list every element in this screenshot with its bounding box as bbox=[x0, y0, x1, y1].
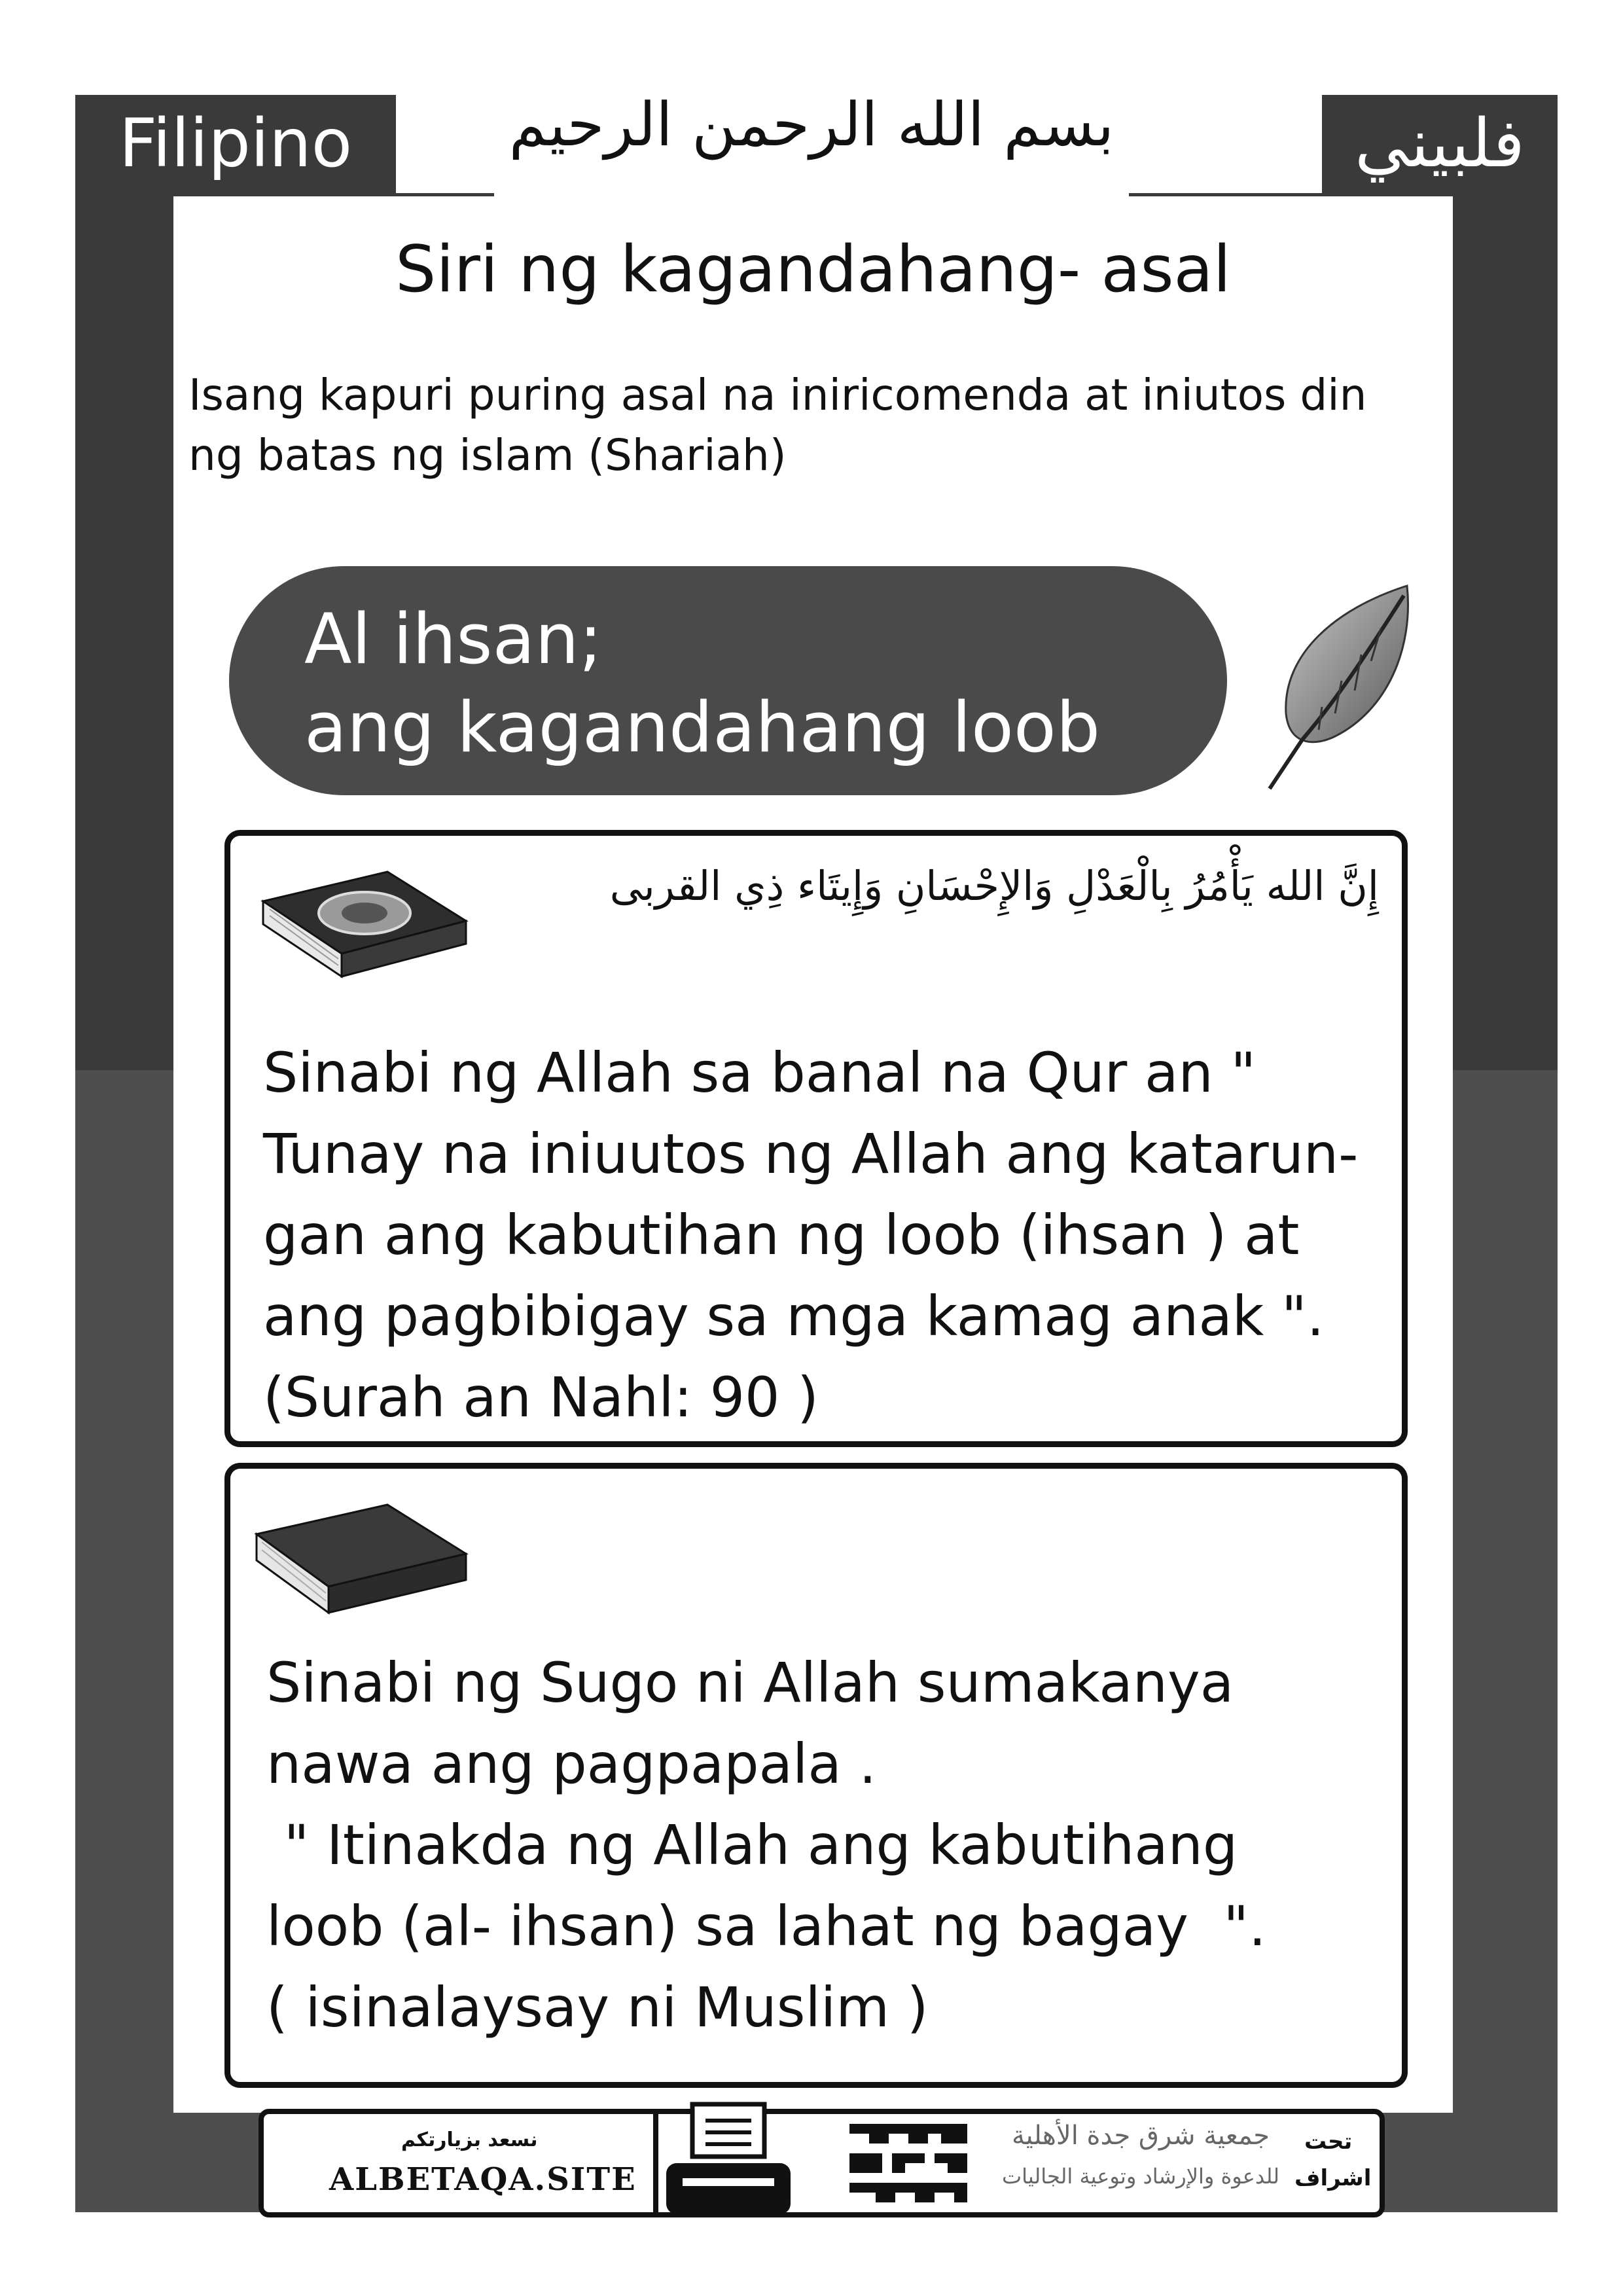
topic-pill bbox=[229, 566, 1227, 795]
supervision-label-1: تحت bbox=[1304, 2128, 1353, 2155]
quran-line: Tunay na iniuutos ng Allah ang katarun- bbox=[263, 1122, 1359, 1186]
quran-verse-box bbox=[224, 830, 1408, 1447]
hadith-line: Sinabi ng Sugo ni Allah sumakanya bbox=[266, 1651, 1234, 1715]
topic-line-2: ang kagandahang loob bbox=[304, 687, 1100, 768]
hadith-line: " Itinakda ng Allah ang kabutihang bbox=[266, 1813, 1238, 1877]
topic-line-1: Al ihsan; bbox=[304, 599, 603, 679]
hadith-reference: ( isinalaysay ni Muslim ) bbox=[266, 1975, 929, 2039]
hadith-line: nawa ang pagpapala . bbox=[266, 1732, 877, 1796]
quran-reference: (Surah an Nahl: 90 ) bbox=[263, 1365, 819, 1429]
organization-name: جمعية شرق جدة الأهلية bbox=[1012, 2121, 1270, 2151]
leaf-icon bbox=[1257, 583, 1420, 792]
footer-visit-text: نسعد بزيارتكم bbox=[401, 2128, 538, 2151]
kufi-logo-icon bbox=[843, 2117, 974, 2209]
quran-line: ang pagbibigay sa mga kamag anak ". bbox=[263, 1284, 1325, 1348]
language-filipino: Filipino bbox=[75, 95, 396, 193]
quran-line: Sinabi ng Allah sa banal na Qur an " bbox=[263, 1041, 1257, 1105]
language-label-left bbox=[118, 95, 494, 193]
hadith-box bbox=[224, 1463, 1408, 2088]
arabic-verse: إِنَّ الله يَأْمُرُ بِالْعَدْلِ وَالإِحْسَانِ وَإِيتَاء ذِي القربى bbox=[609, 862, 1379, 910]
basmala-text: بسم الله الرحمن الرحيم bbox=[508, 89, 1115, 160]
book-icon bbox=[250, 1495, 473, 1626]
hadith-translation bbox=[266, 1642, 1379, 2048]
hadith-line: loob (al- ihsan) sa lahat ng bagay ". bbox=[266, 1894, 1266, 1958]
footer-bar bbox=[259, 2109, 1385, 2217]
footer-divider bbox=[653, 2114, 658, 2212]
page-title: Siri ng kagandahang- asal bbox=[395, 232, 1231, 307]
organization-subtitle: للدعوة والإرشاد وتوعية الجاليات bbox=[1001, 2164, 1280, 2189]
quran-book-icon bbox=[257, 862, 473, 993]
basmala-calligraphy bbox=[494, 39, 1129, 209]
language-label-right bbox=[1129, 95, 1525, 193]
quran-line: gan ang kabutihan ng loob (ihsan ) at bbox=[263, 1203, 1300, 1267]
language-arabic: فلبيني bbox=[1322, 95, 1558, 193]
intro-text: Isang kapuri puring asal na iniricomenda at iniutos din ng batas ng islam (Shariah) bbox=[188, 370, 1367, 480]
footer-site-link[interactable]: ALBETAQA.SITE bbox=[329, 2161, 637, 2198]
quran-translation bbox=[263, 1032, 1376, 1438]
printer-icon bbox=[663, 2101, 794, 2219]
supervision-label-2: اشراف bbox=[1294, 2165, 1372, 2191]
